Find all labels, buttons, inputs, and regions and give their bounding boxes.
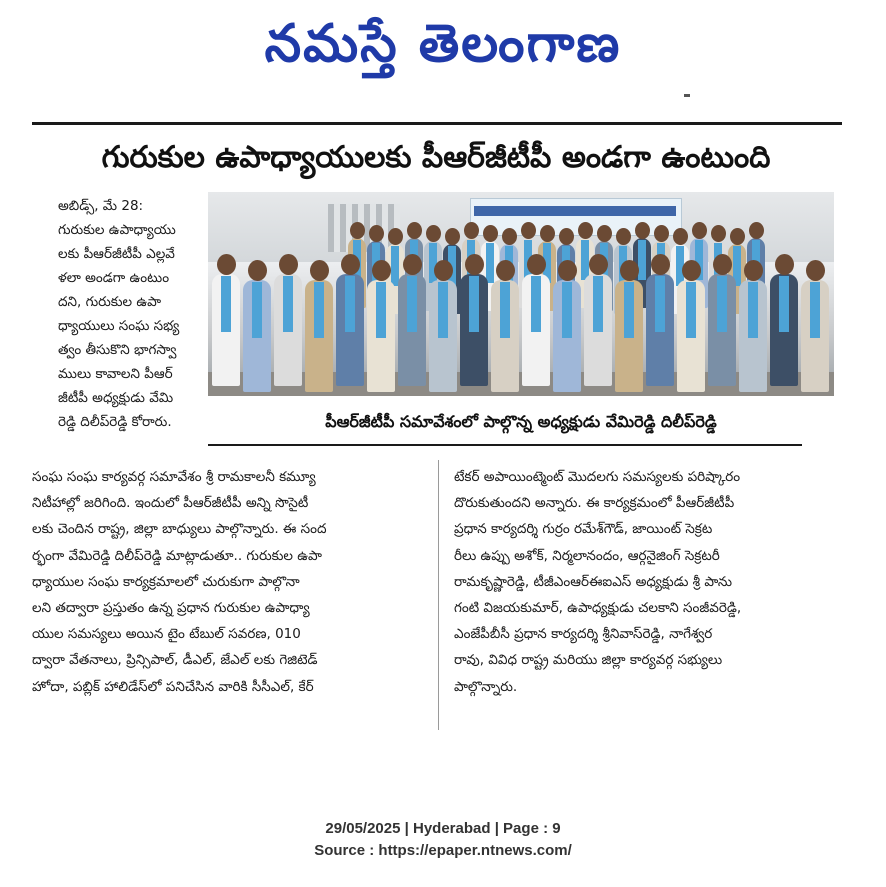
- photo-banner-band: [474, 206, 676, 216]
- body-line: దొరుకుతుందని అన్నారు. ఈ కార్యక్రమంలో పీఆర్‌జీటీపీ: [454, 495, 735, 512]
- photo-person: [305, 280, 333, 392]
- body-line: లని తద్వారా ప్రస్తుతం ఉన్న ప్రధాన గురుకుల ఉపాధ్యా: [32, 599, 310, 616]
- column-divider: [438, 460, 439, 730]
- caption-rule: [208, 444, 802, 446]
- photo-person: [243, 280, 271, 392]
- source-url: Source : https://epaper.ntnews.com/: [314, 842, 572, 859]
- body-line: యుల సమస్యలు అయిన టైం టేబుల్‌ సవరణ, 010: [32, 626, 301, 643]
- intro-line: ళలా అండగా ఉంటుం: [58, 270, 170, 286]
- intro-line: త్వం తీసుకొని భాగస్వా: [58, 342, 177, 358]
- body-line: హోదా, పబ్లిక్‌ హాలిడేస్‌లో పనిచేసిన వారికి సీసీఎల్‌, కేర్‌: [32, 678, 314, 695]
- photo-banner: [470, 198, 682, 236]
- photo-person: [367, 280, 395, 392]
- intro-line: జీటీపీ అధ్యక్షుడు వేమి: [58, 390, 174, 406]
- intro-line: ములు కావాలని పీఆర్‌: [58, 366, 173, 382]
- photo-person: [491, 280, 519, 392]
- body-line: ధ్యాయుల సంఘ కార్యక్రమాలలో చురుకుగా పాల్గొనా: [32, 573, 300, 590]
- body-column-right: [454, 464, 824, 700]
- photo-person: [739, 280, 767, 392]
- photo-person: [429, 280, 457, 392]
- intro-line: గురుకుల ఉపాధ్యాయు: [58, 222, 176, 238]
- body-line: ద్వారా వేతనాలు, ప్రిన్సిపాల్‌, డీఎల్‌, జేఎల్‌ లకు గెజిటెడ్‌: [32, 652, 318, 669]
- photo-person: [801, 280, 829, 392]
- body-line: ఎంజేపీబీసీ ప్రధాన కార్యదర్శి శ్రీనివాస్‌రెడ్డి, నాగేశ్వర: [454, 626, 713, 643]
- body-line: ర్భంగా వేమిరెడ్డి దిలీప్‌రెడ్డి మాట్లాడుతూ.. గురుకుల ఉపా: [32, 547, 322, 564]
- photo-person: [615, 280, 643, 392]
- photo-person: [677, 280, 705, 392]
- body-column-left: [32, 464, 402, 700]
- footer: [0, 818, 886, 862]
- photo-person: [522, 274, 550, 386]
- body-line: నిటీహాల్లో జరిగింది. ఇందులో పీఆర్‌జీటీపీ అన్ని సొసైటీ: [32, 495, 309, 512]
- photo-person: [274, 274, 302, 386]
- group-photo: [208, 192, 834, 396]
- article-headline: గురుకుల ఉపాధ్యాయులకు పీఆర్‌జీటీపీ అండగా ఉంటుంది: [101, 140, 771, 175]
- intro-line: రెడ్డి దిలీప్‌రెడ్డి కోరారు.: [58, 414, 172, 430]
- photo-person: [460, 274, 488, 386]
- body-line: రామకృష్ణారెడ్డి, టీజీఎంఆర్‌ఈఐఎస్‌ అధ్యక్షుడు శ్రీ పాను: [454, 573, 733, 590]
- body-line: రావు, వివిధ రాష్ట్ర మరియు జిల్లా కార్యవర్గ సభ్యులు: [454, 652, 723, 669]
- photo-person: [336, 274, 364, 386]
- photo-person: [708, 274, 736, 386]
- photo-person: [584, 274, 612, 386]
- photo-person: [770, 274, 798, 386]
- photo-caption: పీఆర్‌జీటీపీ సమావేశంలో పాల్గొన్న అధ్యక్షుడు వేమిరెడ్డి దిలీప్‌రెడ్డి: [325, 412, 717, 431]
- intro-column: [0, 194, 200, 438]
- newspaper-masthead: నమస్తే తెలంగాణ: [264, 14, 622, 74]
- print-mark: [684, 94, 690, 97]
- intro-line: లకు పీఆర్‌జీటీపీ ఎల్లవే: [58, 246, 175, 262]
- body-line: లకు చెందిన రాష్ట్ర, జిల్లా బాధ్యులు పాల్గొన్నారు. ఈ సంద: [32, 521, 327, 538]
- photo-person: [212, 274, 240, 386]
- edition-info: 29/05/2025 | Hyderabad | Page : 9: [325, 820, 561, 837]
- body-line: పాల్గొన్నారు.: [454, 678, 518, 695]
- body-line: సంఘ సంఘ కార్యవర్గ సమావేశం శ్రీ రామకాలనీ కమ్యూ: [32, 469, 316, 485]
- photo-person: [553, 280, 581, 392]
- intro-line: దని, గురుకుల ఉపా: [58, 294, 162, 310]
- headline-top-rule: [32, 122, 842, 125]
- intro-line: ధ్యాయులు సంఘ సభ్య: [58, 318, 180, 334]
- intro-line: అబిడ్స్‌, మే 28:: [58, 198, 144, 214]
- body-line: టేకర్‌ అపాయింట్మెంట్‌ మొదలగు సమస్యలకు పరిష్కారం: [454, 469, 741, 485]
- photo-person: [646, 274, 674, 386]
- photo-person: [398, 274, 426, 386]
- body-line: రీలు ఉప్పు అశోక్‌, నిర్మలానందం, ఆర్గనైజింగ్‌ సెక్రటరీ: [454, 547, 720, 564]
- body-line: ప్రధాన కార్యదర్శి గుర్రం రమేశ్‌గౌడ్‌, జాయింట్‌ సెక్రట: [454, 521, 713, 538]
- article-clipping: [0, 106, 840, 738]
- body-line: గంటి విజయకుమార్‌, ఉపాధ్యక్షుడు చలకాని సంజీవరెడ్డి,: [454, 599, 742, 616]
